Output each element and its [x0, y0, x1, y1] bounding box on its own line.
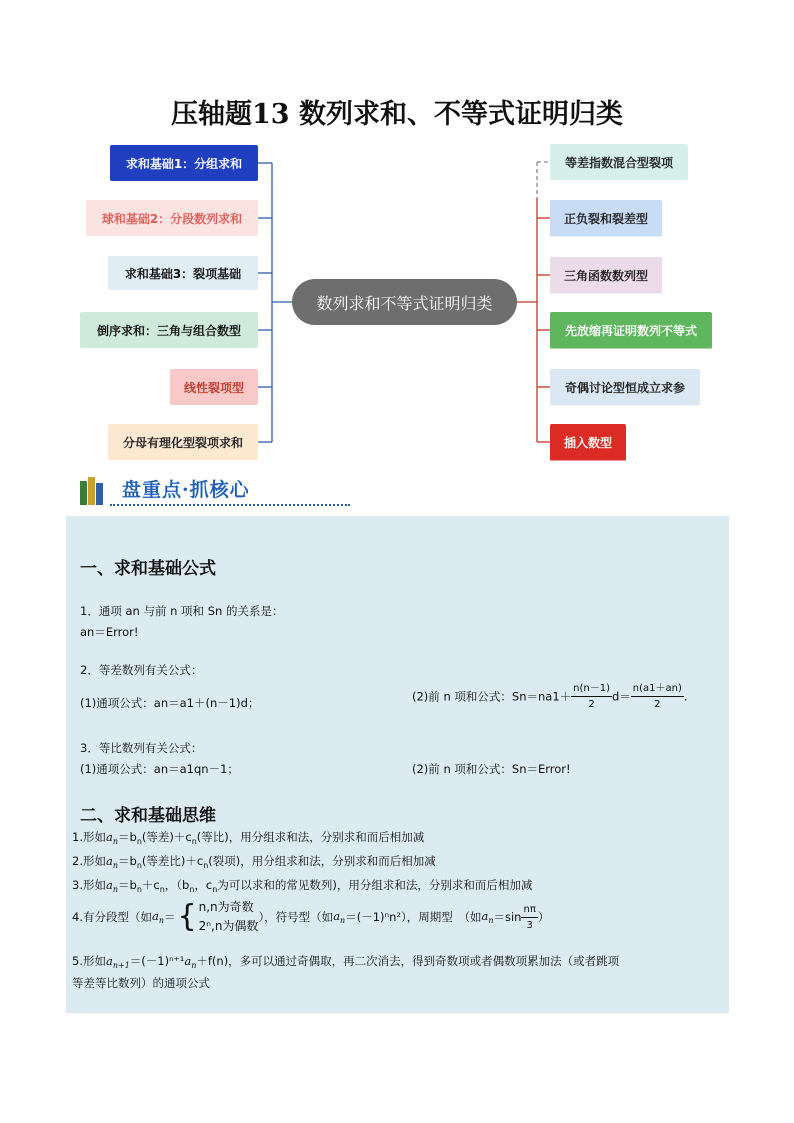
mindmap-center-node: 数列求和不等式证明归类	[292, 279, 517, 325]
left-node-2: 球和基础2：分段数列求和	[86, 200, 258, 236]
right-node-5: 奇偶讨论型恒成立求参	[550, 369, 700, 405]
item2-title: 2．等差数列有关公式：	[80, 663, 203, 677]
banner-text: 盘重点·抓核心	[122, 479, 250, 501]
right-node-6: 插入数型	[550, 424, 626, 460]
thinking-line-5: 5.形如$a_{n+1}=(-1)^{n+1}a_n+f(n)$，多可以通过奇偶取，再二次消去，得到奇数项或者偶数项累加法（或者跳项	[72, 954, 620, 970]
item1-formula: an＝Error!	[80, 625, 139, 639]
item3-right: (2)前 n 项和公式：Sn＝Error!	[412, 762, 571, 776]
section1-heading: 一、求和基础公式	[80, 559, 216, 579]
item1-title: 1．通项 an 与前 n 项和 Sn 的关系是：	[80, 604, 284, 618]
books-icon	[80, 475, 106, 505]
item2-left: (1)通项公式：an＝a1＋(n－1)d；	[80, 696, 260, 710]
right-node-2: 正负裂和裂差型	[550, 200, 662, 236]
left-node-5: 线性裂项型	[170, 369, 258, 405]
item3-title: 3．等比数列有关公式：	[80, 741, 203, 755]
banner-divider	[110, 504, 350, 506]
thinking-line-5-cont: 等差等比数列）的通项公式	[72, 976, 210, 990]
section-banner	[80, 471, 340, 511]
thinking-line-3: 3.形如$a_n=b_n+c_n$，（$b_n$，$c_n$为可以求和的常见数列)，用分组求和法，分别求和而后相加减	[72, 878, 533, 894]
thinking-line-4: 4.有分段型（如$a_n=${ n,n为奇数 2ⁿ,n为偶数 ），符号型（如$a_n=(-1)^nn^2$），周期型 （如$a_n=\sin$ $\frac{n\pi}{3}$ ）	[72, 899, 550, 934]
section2-heading: 二、求和基础思维	[80, 806, 216, 826]
thinking-line-2: 2.形如$a_n=b_n$(等差比)$+c_n$(裂项)，用分组求和法，分别求和而后相加减	[72, 854, 436, 870]
left-node-3: 求和基础3：裂项基础	[108, 256, 258, 290]
right-node-1: 等差指数混合型裂项	[550, 144, 688, 180]
left-node-1: 求和基础1：分组求和	[110, 145, 258, 181]
item3-left: (1)通项公式：an＝a1qn－1；	[80, 762, 239, 776]
page-title: 压轴题13 数列求和、不等式证明归类	[171, 99, 623, 130]
right-node-3: 三角函数数列型	[550, 257, 662, 293]
left-node-4: 倒序求和：三角与组合数型	[80, 312, 258, 348]
right-node-4: 先放缩再证明数列不等式	[550, 312, 712, 348]
thinking-line-1: 1.形如$a_n=b_n$(等差)$+c_n$(等比)，用分组求和法，分别求和而后相加减	[72, 830, 425, 846]
left-node-6: 分母有理化型裂项求和	[108, 424, 258, 460]
item2-right: (2)前 n 项和公式：Sn＝na1＋ $\frac{n(n-1)}{2}$ d＝ $\frac{n(a1+an)}{2}$ .	[412, 683, 688, 710]
